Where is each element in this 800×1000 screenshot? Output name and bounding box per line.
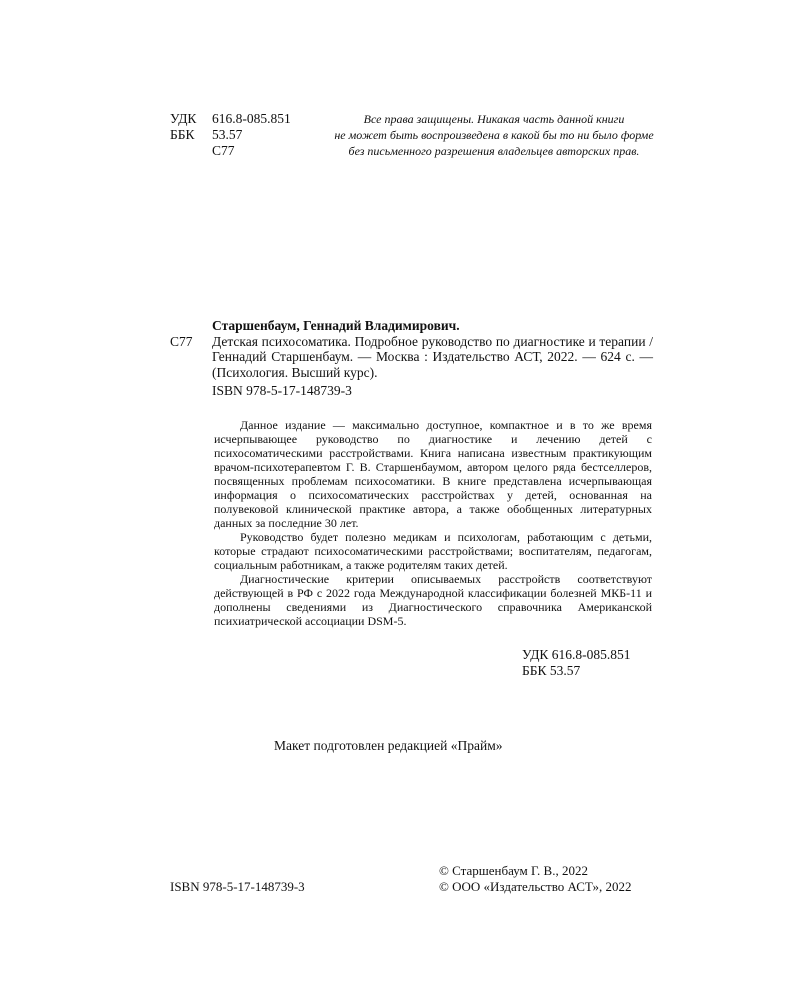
rights-line: не может быть воспроизведена в какой бы то ни было форме — [334, 128, 654, 142]
rights-notice — [306, 111, 682, 159]
prepared-by: Макет подготовлен редакцией «Прайм» — [274, 738, 503, 753]
bib-author-mark: С77 — [170, 334, 193, 349]
author-mark-row — [170, 143, 291, 159]
rights-line: Все права защищены. Никакая часть данной книги — [363, 112, 625, 126]
udk-label: УДК — [170, 111, 197, 126]
copyright-author: © Старшенбаум Г. В., 2022 — [439, 863, 588, 878]
bbk-bottom: ББК 53.57 — [522, 663, 581, 678]
bbk-value: 53.57 — [212, 127, 243, 142]
abstract-paragraph: Руководство будет полезно медикам и психологам, работающим с детьми, которые страдают психосоматическими расстройствами; воспитателям, педагогам, социальным работникам, а также родителям таких детей. — [214, 530, 652, 572]
bib-isbn: ISBN 978-5-17-148739-3 — [212, 383, 352, 398]
abstract-paragraph: Диагностические критерии описываемых расстройств соответствуют действующей в РФ с 2022 года Международной классификации болезней МКБ-11 и дополнены сведениями из Диагностического справочника Американской психиатрической ассоциации DSM-5. — [214, 572, 652, 628]
footer-isbn: ISBN 978-5-17-148739-3 — [170, 879, 305, 894]
bibliographic-entry — [212, 318, 653, 380]
copyright-block — [439, 863, 632, 895]
classification-codes-bottom — [522, 647, 631, 679]
abstract-paragraph: Данное издание — максимально доступное, компактное и в то же время исчерпывающее руководство по диагностике и лечению детей с психосоматическими расстройствами. Книга написана известным практикующим врачом-психотерапевтом Г. В. Старшенбаумом, автором целого ряда бестселлеров, посвященных проблемам психосоматики. В книге представлена исчерпывающая информация о психосоматических расстройствах у детей, основанная на полувековой клинической практике автора, а также обобщенных литературных данных за последние 30 лет. — [214, 418, 652, 530]
udk-row — [170, 111, 291, 127]
author-mark: С77 — [212, 143, 235, 158]
bbk-label: ББК — [170, 127, 195, 142]
bbk-row — [170, 127, 291, 143]
udk-value: 616.8-085.851 — [212, 111, 291, 126]
udk-bottom: УДК 616.8-085.851 — [522, 647, 631, 662]
bib-description: Детская психосоматика. Подробное руководство по диагностике и терапии / Геннадий Старшенбаум. — Москва : Издательство АСТ, 2022. — 624 с. — (Психология. Высший курс). — [212, 333, 653, 380]
bib-author: Старшенбаум, Геннадий Владимирович. — [212, 318, 460, 333]
abstract — [214, 418, 652, 628]
classification-codes — [170, 111, 291, 159]
copyright-publisher: © ООО «Издательство АСТ», 2022 — [439, 879, 632, 894]
rights-line: без письменного разрешения владельцев авторских прав. — [348, 144, 640, 158]
